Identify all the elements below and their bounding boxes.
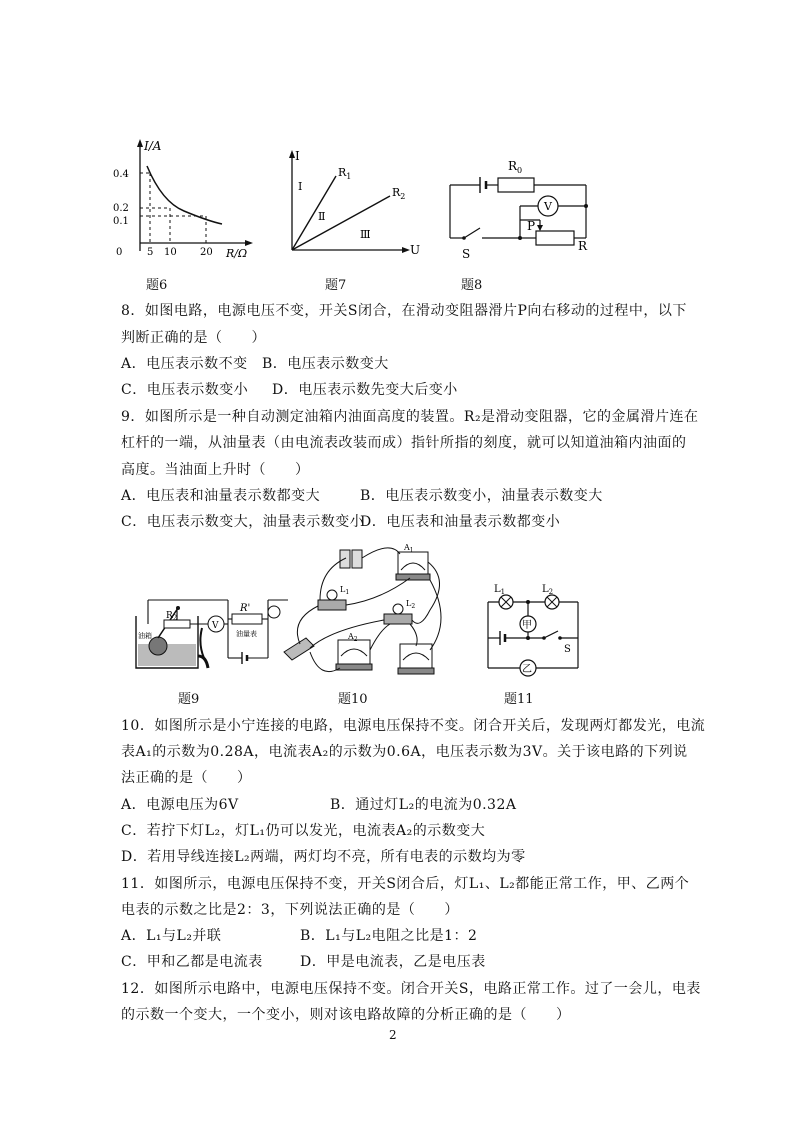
fig6-x-label: R/Ω — [226, 247, 248, 260]
fig10-l1-label: L — [340, 585, 346, 594]
figure-9-caption: 题9 — [178, 692, 200, 707]
svg-text:L1 — [340, 585, 349, 596]
fig9-voltmeter-label: V — [212, 621, 219, 631]
fig9-gauge-label: 油量表 — [236, 630, 257, 638]
fig8-switch-label: S — [462, 247, 471, 261]
fig11-l2-sub: 2 — [548, 588, 554, 596]
fig11-meter-a-label: 甲 — [522, 620, 532, 631]
question-8-option-a: A．电压表示数不变 — [121, 356, 248, 372]
fig7-r2-label: R — [392, 186, 401, 199]
fig6-y-tick: 0.4 — [113, 169, 129, 180]
fig7-x-label: U — [410, 243, 421, 257]
question-9-stem-line-1: 9．如图所示是一种自动测定油箱内油面高度的装置。R₂是滑动变阻器，它的金属滑片连在 — [121, 409, 699, 425]
fig6-x-tick: 0 — [116, 247, 123, 258]
question-11-option-d: D．甲是电流表，乙是电压表 — [300, 954, 486, 970]
fig10-a1-sub: 1 — [409, 547, 414, 554]
question-10-stem-line-1: 10．如图所示是小宁连接的电路，电源电压保持不变。闭合开关后，发现两灯都发光，电流 — [121, 718, 706, 734]
fig10-a2-sub: 2 — [353, 636, 358, 643]
question-9-option-d: D．电压表和油量表示数都变小 — [360, 514, 561, 530]
fig8-slider-label: P — [527, 219, 536, 233]
fig10-l1-sub: 1 — [345, 589, 350, 596]
fig8-voltmeter-label: V — [544, 200, 552, 213]
question-8-option-d: D．电压表示数先变大后变小 — [272, 382, 458, 398]
question-11-stem-line-1: 11．如图所示，电源电压保持不变，开关S闭合后，灯L₁、L₂都能正常工作，甲、乙两个 — [121, 876, 690, 892]
svg-text:L2 — [542, 584, 553, 596]
figure-10-apparatus — [280, 540, 455, 682]
svg-text:L2 — [406, 599, 415, 610]
fig11-l2-label: L — [542, 584, 549, 595]
fig10-a2-label: A — [348, 632, 354, 641]
fig8-rheostat-label: R — [578, 239, 588, 253]
figure-11-circuit — [478, 580, 588, 680]
fig8-r0-label: R — [508, 159, 518, 173]
question-10-option-d: D．若用导线连接L₂两端，两灯均不亮，所有电表的示数均为零 — [121, 849, 526, 865]
fig9-tank-label: 油箱 — [138, 632, 152, 640]
figure-9-oil-gauge — [128, 578, 293, 680]
fig7-r1-sub: 1 — [346, 172, 352, 181]
question-9-stem-line-3: 高度。当油面上升时（ ） — [121, 462, 310, 478]
figure-6-caption: 题6 — [146, 278, 168, 293]
question-12-stem-line-1: 12．如图所示电路中，电源电压保持不变。闭合开关S，电路正常工作。过了一会儿，电表 — [121, 981, 701, 997]
question-9-option-b: B．电压表示数变小，油量表示数变大 — [360, 488, 603, 504]
question-10-option-c: C．若拧下灯L₂，灯L₁仍可以发光，电流表A₂的示数变大 — [121, 823, 486, 839]
fig7-y-label: I — [295, 149, 300, 163]
fig9-r2-label: R — [166, 611, 173, 621]
svg-text:R2 — [392, 186, 405, 201]
question-11-option-c: C．甲和乙都是电流表 — [121, 954, 263, 970]
fig11-l1-label: L — [494, 584, 501, 595]
fig6-x-tick: 5 — [147, 247, 154, 258]
fig7-r2-sub: 2 — [400, 192, 406, 201]
question-10-stem-line-3: 法正确的是（ ） — [121, 770, 252, 786]
question-8-option-c: C．电压表示数变小 — [121, 382, 249, 398]
question-10-stem-line-2: 表A₁的示数为0.28A，电流表A₂的示数为0.6A，电压表示数为3V。关于该电路的下列说 — [121, 744, 688, 760]
fig7-region-3: Ⅲ — [360, 228, 371, 241]
question-8-stem-line-2: 判断正确的是（ ） — [121, 330, 266, 346]
figure-7-caption: 题7 — [325, 278, 347, 293]
question-10-option-a: A．电源电压为6V — [121, 797, 239, 813]
fig8-r0-sub: 0 — [517, 166, 523, 175]
fig6-y-tick: 0.2 — [113, 203, 129, 214]
question-9-stem-line-2: 杠杆的一端，从油量表（由电流表改装而成）指针所指的刻度，就可以知道油箱内油面的 — [121, 435, 687, 451]
question-8-option-b: B．电压表示数变大 — [262, 356, 389, 372]
fig9-rprime-label: R' — [240, 603, 251, 614]
svg-text:R1 — [338, 166, 351, 181]
question-11-option-a: A．L₁与L₂并联 — [121, 928, 222, 944]
question-8-stem-line-1: 8．如图电路，电源电压不变，开关S闭合，在滑动变阻器滑片P向右移动的过程中，以下 — [121, 303, 687, 319]
figure-8-circuit — [440, 150, 600, 265]
fig10-l2-sub: 2 — [411, 603, 416, 610]
figure-7-graph — [278, 146, 423, 258]
fig7-region-1: I — [298, 180, 303, 193]
fig7-region-2: Ⅱ — [318, 210, 326, 223]
figure-8-caption: 题8 — [461, 278, 483, 293]
fig11-meter-b-label: 乙 — [522, 664, 532, 675]
question-10-option-b: B．通过灯L₂的电流为0.32A — [330, 797, 517, 813]
fig7-r1-label: R — [338, 166, 347, 179]
fig10-l2-label: L — [406, 599, 412, 608]
fig6-y-tick: 0.1 — [113, 216, 129, 227]
fig6-x-tick: 20 — [200, 247, 213, 258]
question-9-option-a: A．电压表和油量表示数都变大 — [121, 488, 321, 504]
page-number: 2 — [389, 1028, 397, 1042]
svg-text:R0 — [508, 159, 522, 175]
fig6-x-tick: 10 — [164, 247, 177, 258]
question-12-stem-line-2: 的示数一个变大，一个变小，则对该电路故障的分析正确的是（ ） — [121, 1007, 571, 1023]
question-11-stem-line-2: 电表的示数之比是2：3，下列说法正确的是（ ） — [121, 902, 459, 918]
fig6-y-label: I/A — [144, 139, 162, 153]
figure-10-caption: 题10 — [338, 692, 368, 707]
figure-11-caption: 题11 — [504, 692, 534, 707]
fig11-l1-sub: 1 — [500, 588, 506, 596]
svg-text:L1 — [494, 584, 505, 596]
fig9-r2-sub: 2 — [172, 614, 178, 622]
question-11-option-b: B．L₁与L₂电阻之比是1：2 — [300, 928, 478, 944]
fig11-switch-label: S — [564, 644, 571, 655]
question-9-option-c: C．电压表示数变大，油量表示数变小 — [121, 514, 365, 530]
figure-6-graph — [110, 136, 260, 261]
fig10-a1-label: A — [404, 543, 410, 552]
